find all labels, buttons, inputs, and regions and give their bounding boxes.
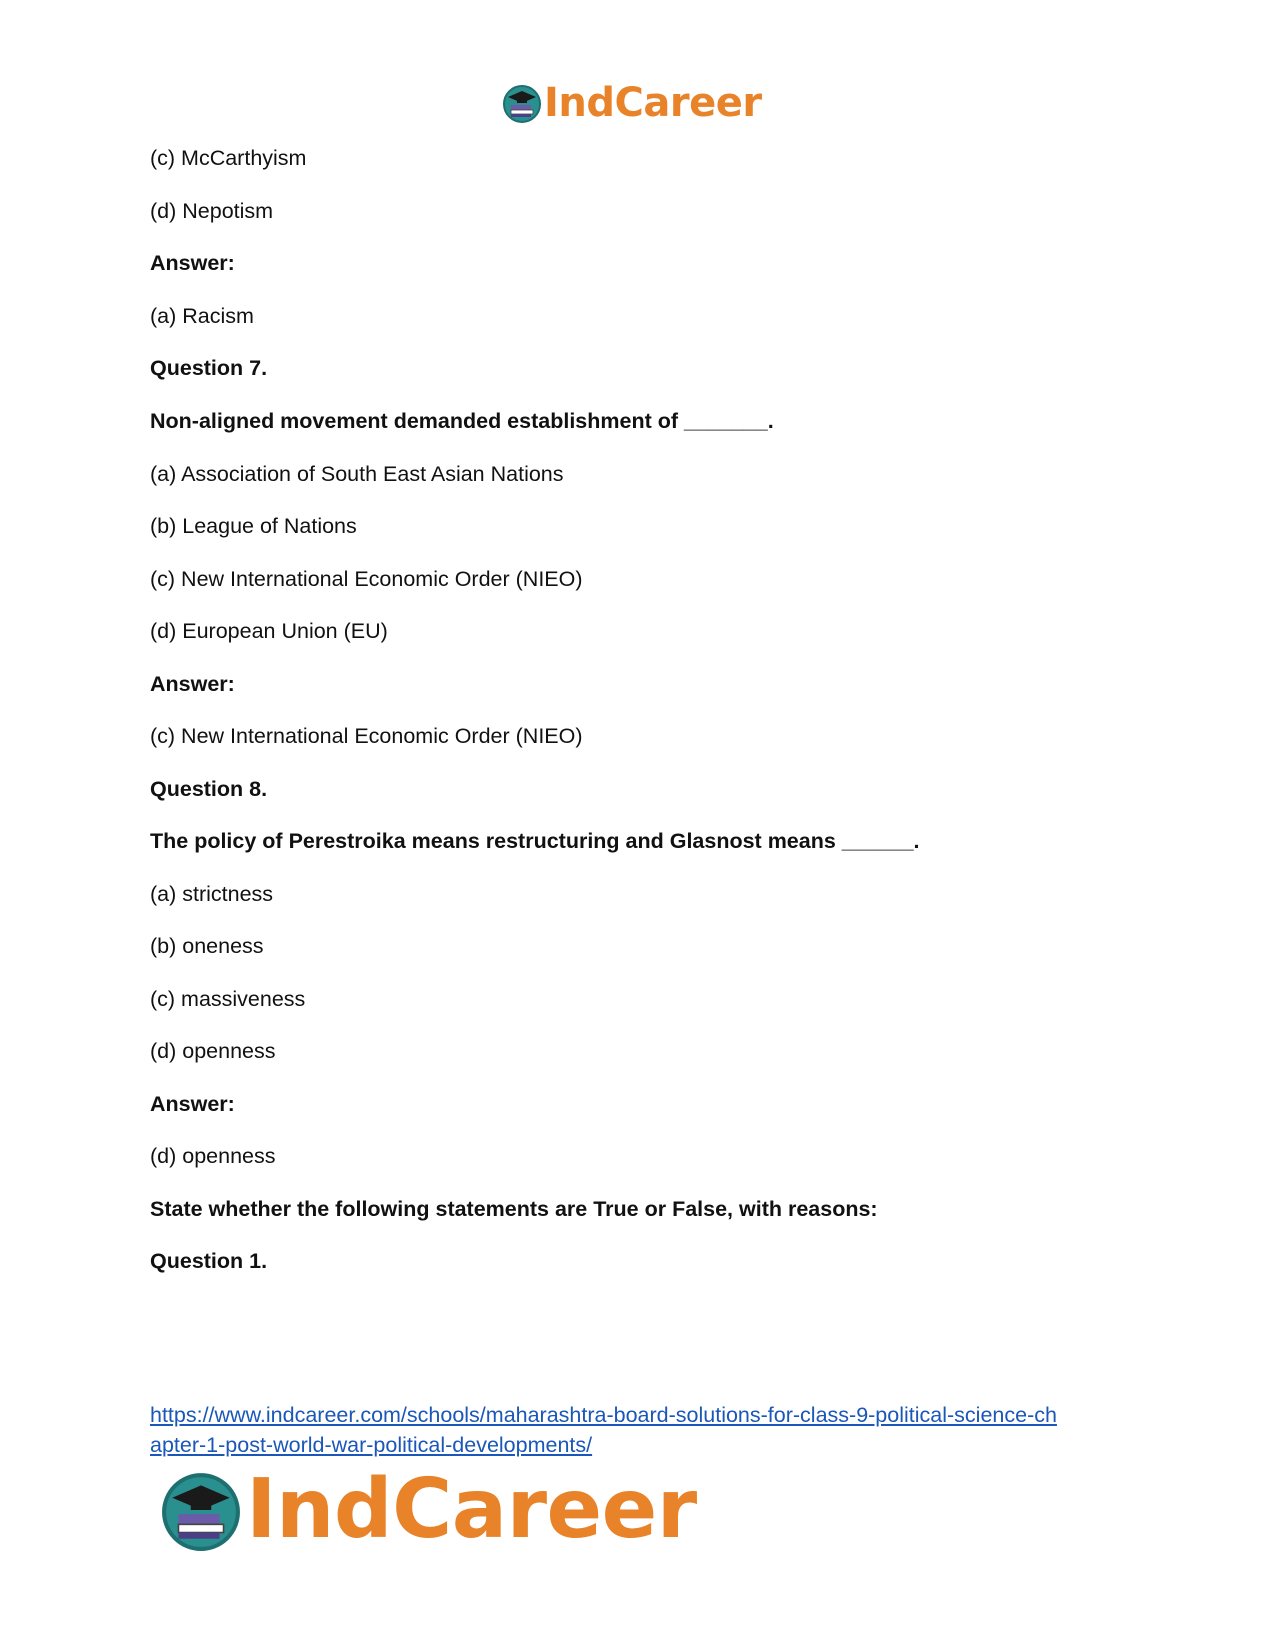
option-line: (a) Association of South East Asian Nations <box>150 462 564 486</box>
option-line: (b) League of Nations <box>150 514 357 538</box>
answer-line: (d) openness <box>150 1144 276 1168</box>
question-text: The policy of Perestroika means restructuring and Glasnost means ______. <box>150 829 920 853</box>
question-number: Question 8. <box>150 777 268 801</box>
answer-line: (c) New International Economic Order (NIEO) <box>150 724 583 748</box>
option-line: (c) McCarthyism <box>150 146 307 170</box>
footer-brand-name: IndCareer <box>246 1462 697 1557</box>
answer-label: Answer: <box>150 672 235 696</box>
question-text: Non-aligned movement demanded establishment of _______. <box>150 409 774 433</box>
section-heading: State whether the following statements are True or False, with reasons: <box>150 1197 878 1221</box>
footer-logo <box>160 1462 697 1557</box>
question-number: Question 7. <box>150 356 268 380</box>
graduation-cap-book-icon <box>160 1469 242 1551</box>
answer-label: Answer: <box>150 251 235 275</box>
answer-line: (a) Racism <box>150 304 254 328</box>
answer-label: Answer: <box>150 1092 235 1116</box>
option-line: (d) openness <box>150 1039 276 1063</box>
brand-name: IndCareer <box>544 80 762 126</box>
option-line: (c) massiveness <box>150 987 306 1011</box>
option-line: (b) oneness <box>150 934 264 958</box>
option-line: (c) New International Economic Order (NIEO) <box>150 567 583 591</box>
question-number: Question 1. <box>150 1249 268 1273</box>
option-line: (a) strictness <box>150 882 274 906</box>
source-link-line-1[interactable]: https://www.indcareer.com/schools/maharashtra-board-solutions-for-class-9-political-science-ch <box>150 1403 1057 1427</box>
source-link-line-2[interactable]: apter-1-post-world-war-political-developments/ <box>150 1433 593 1457</box>
option-line: (d) Nepotism <box>150 199 274 223</box>
option-line: (d) European Union (EU) <box>150 619 388 643</box>
graduation-cap-book-icon <box>502 83 542 123</box>
source-link[interactable] <box>150 1400 1150 1460</box>
header-logo <box>502 78 762 128</box>
